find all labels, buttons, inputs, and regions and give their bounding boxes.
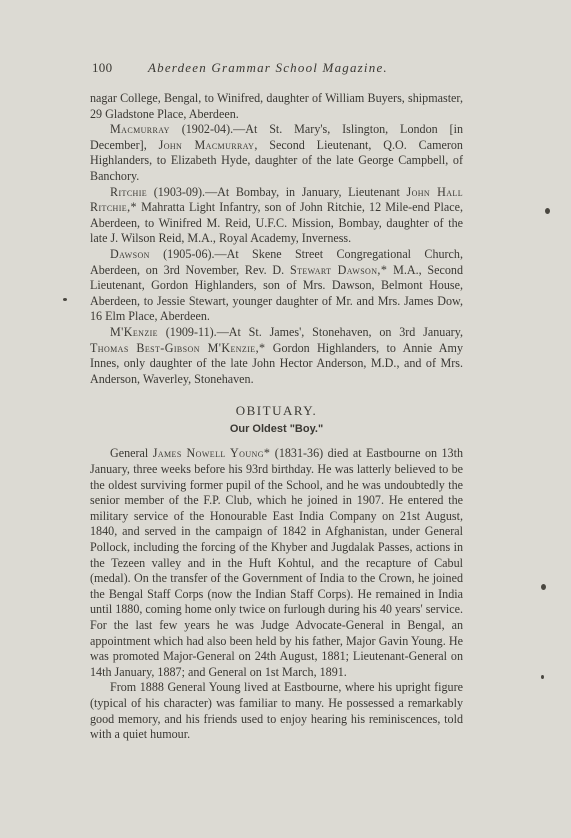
entry-groom-name: John Hall Ritchie,*	[90, 184, 463, 215]
entry-surname: Dawson	[110, 246, 150, 261]
marriage-entry-continued: nagar College, Bengal, to Winifred, daughter of William Buyers, shipmaster, 29 Gladstone Place, Aberdeen.	[90, 91, 463, 121]
paper-speck	[541, 584, 546, 590]
magazine-title: Aberdeen Grammar School Magazine.	[148, 60, 388, 75]
marriage-entry: M'Kenzie (1909-11).—At St. James', Stonehaven, on 3rd January, Thomas Best-Gibson M'Kenzie,* Gordon Highlanders, to Annie Amy Innes, only daughter of the late John Hector Anderson, M.D., and of Mrs. Anderson, Waverley, Stonehaven.	[90, 324, 463, 386]
section-subheading: Our Oldest "Boy."	[229, 422, 324, 435]
marriage-entry: Dawson (1905-06).—At Skene Street Congregational Church, Aberdeen, on 3rd November, Rev. D. Stewart Dawson,* M.A., Second Lieutenant, Gordon Highlanders, son of Mrs. Dawson, Belmont House, Aberdeen, to Jessie Stewart, younger daughter of Mr. and Mrs. James Dow, 16 Elm Place, Aberdeen.	[90, 246, 463, 324]
paper-speck	[541, 675, 544, 679]
marriage-entry: Macmurray (1902-04).—At St. Mary's, Islington, London [in December], John Macmurray, Second Lieutenant, Q.O. Cameron Highlanders, to Elizabeth Hyde, daughter of the late George Campbell, of Banchory.	[90, 122, 463, 183]
paper-speck	[545, 208, 550, 214]
section-heading: OBITUARY.	[235, 403, 318, 419]
entry-surname: Macmurray	[110, 122, 170, 137]
obituary-paragraph: General James Nowell Young* (1831-36) died at Eastbourne on 13th January, three weeks before his 93rd birthday. He was latterly believed to be the oldest surviving former pupil of the School, and he was undoubtedly the senior member of the F.P. Club, which he joined in 1907. He entered the military service of the Honourable East India Company on 21st August, 1840, and served in the campaign of 1842 in Afghanistan, under General Pollock, including the forcing of the Khyber and Jugdalak Passes, actions in the Tezeen valley and in the Huft Kohtul, and the recapture of Cabul (medal). On the transfer of the Government of India to the Crown, he joined the Bengal Staff Corps (now the Indian Staff Corps). He remained in India until 1880, coming home only twice on furlough during his 40 years' service. For the last few years he was Judge Advocate-General in Bengal, an appointment which had also been held by his father, Major Gavin Young. He was promoted Major-General on 24th August, 1881; Lieutenant-General on 14th January, 1887; and General on 1st March, 1891.	[90, 446, 463, 679]
entry-groom-name: Stewart Dawson,*	[289, 262, 388, 277]
entry-surname: M'Kenzie	[110, 324, 158, 339]
obituary-paragraph: From 1888 General Young lived at Eastbourne, where his upright figure (typical of his character) was familiar to many. He possessed a remarkably good memory, and his friends used to enjoy hearing his reminiscences, told with a quiet humour.	[90, 680, 463, 742]
marriage-entry: Ritchie (1903-09).—At Bombay, in January, Lieutenant John Hall Ritchie,* Mahratta Light Infantry, son of John Ritchie, 12 Mile-end Place, Aberdeen, to Winifred M. Reid, U.F.C. Mission, Bombay, daughter of the late J. Wilson Reid, M.A., Royal Academy, Inverness.	[90, 184, 463, 246]
obituary-name: James Nowell Young*	[152, 446, 271, 461]
page-body	[90, 91, 463, 743]
entry-groom-name: John Macmurray	[158, 137, 255, 152]
page-number: 100	[92, 60, 113, 75]
entry-surname: Ritchie	[110, 184, 148, 199]
paper-speck	[63, 298, 67, 301]
entry-groom-name: Thomas Best-Gibson M'Kenzie,*	[90, 340, 266, 355]
